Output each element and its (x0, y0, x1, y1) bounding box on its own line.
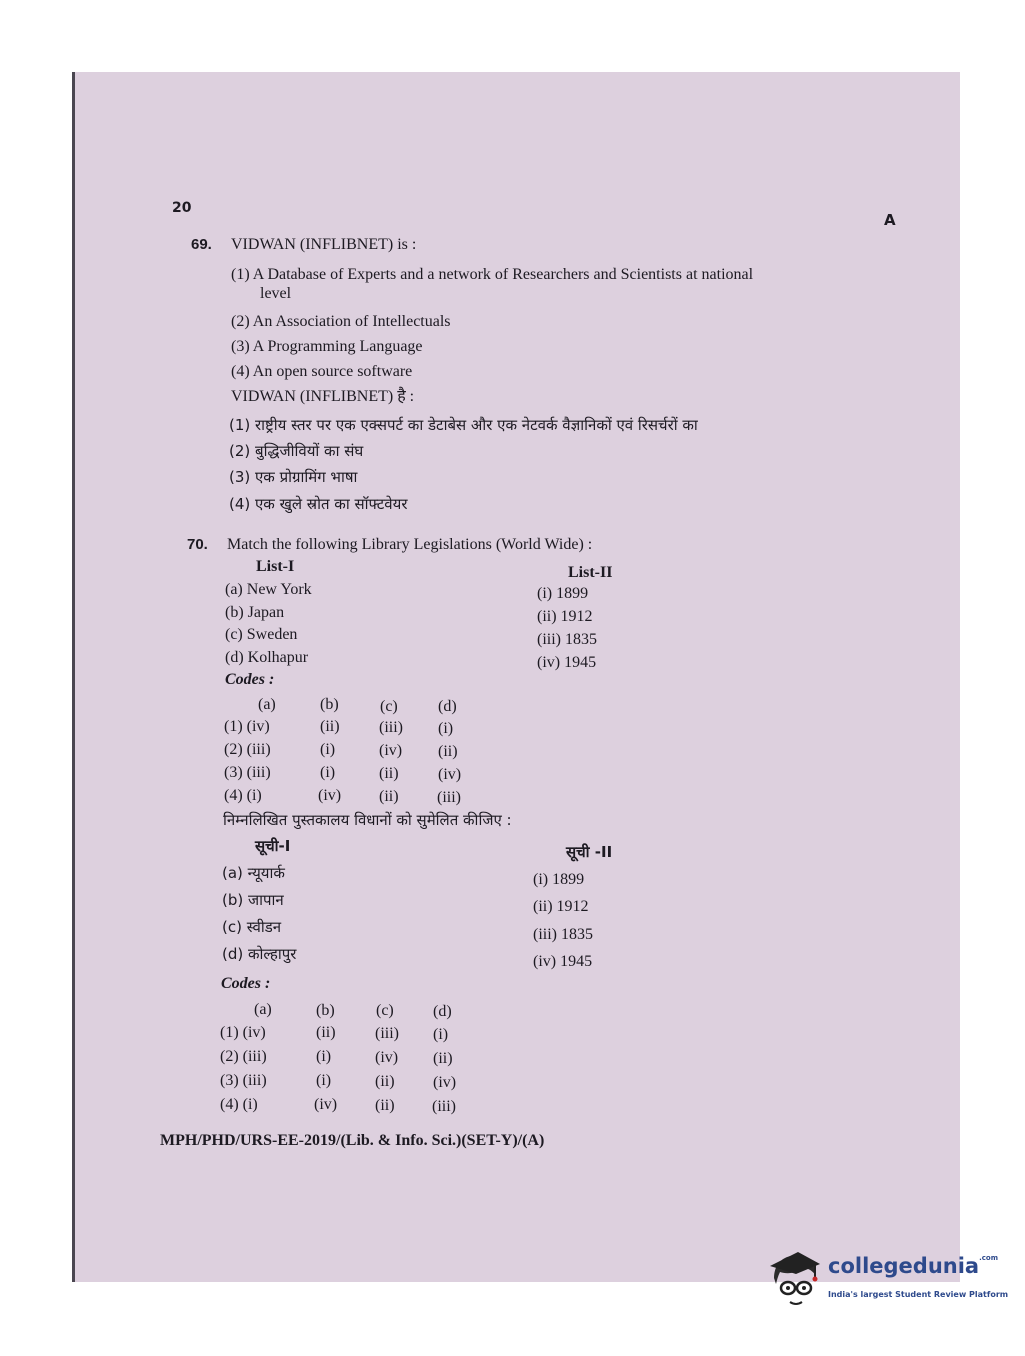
codes-header: (b) (320, 696, 339, 713)
list1-item: (c) Sweden (225, 626, 298, 643)
codes-row: (ii) (379, 788, 399, 805)
codes-header: (a) (254, 1001, 272, 1018)
codes-row: (i) (320, 764, 336, 781)
codes-row: (iv) (379, 742, 403, 759)
list1-item: (b) Japan (225, 604, 285, 621)
codes-row: (ii) (433, 1050, 453, 1067)
q70-number: 70. (187, 536, 208, 553)
codes-label-hi: Codes : (221, 975, 271, 992)
codes-row: (4) (i) (220, 1096, 258, 1113)
set-letter: A (884, 211, 896, 229)
codes-row: (iv) (375, 1049, 399, 1066)
q69-option-hi: (2) बुद्धिजीवियों का संघ (229, 442, 364, 460)
paper-code-footer: MPH/PHD/URS-EE-2019/(Lib. & Info. Sci.)(SET-Y)/(A) (160, 1132, 545, 1149)
q69-number: 69. (191, 236, 212, 253)
codes-row: (2) (iii) (220, 1048, 267, 1065)
q69-option: (1) A Database of Experts and a network of Researchers and Scientists at national (231, 266, 754, 283)
codes-row: (iii) (379, 719, 403, 736)
q69-option-hi: (1) राष्ट्रीय स्तर पर एक एक्सपर्ट का डेटाबेस और एक नेटवर्क वैज्ञानिकों एवं रिसर्चरों का (229, 416, 698, 434)
codes-header: (d) (433, 1003, 452, 1020)
q69-option: (2) An Association of Intellectuals (231, 313, 451, 330)
q69-option: (4) An open source software (231, 363, 413, 380)
codes-row: (ii) (375, 1097, 395, 1114)
list2-item: (i) 1899 (537, 585, 589, 602)
codes-row: (ii) (375, 1073, 395, 1090)
q69-option: level (260, 285, 292, 302)
scanned-page (72, 72, 960, 1282)
list1-title: List-I (256, 558, 295, 575)
list1-item: (d) Kolhapur (225, 649, 309, 666)
codes-row: (i) (433, 1026, 449, 1043)
codes-row: (ii) (379, 765, 399, 782)
list2-item-hi: (i) 1899 (533, 871, 585, 888)
q69-question-hi: VIDWAN (INFLIBNET) है : (231, 388, 415, 405)
q70-question-hi: निम्नलिखित पुस्तकालय विधानों को सुमेलित कीजिए : (223, 811, 512, 829)
list1-item-hi: (c) स्वीडन (222, 918, 282, 936)
logo-tagline: India's largest Student Review Platform (828, 1290, 1009, 1299)
codes-row: (iii) (432, 1098, 456, 1115)
codes-row: (i) (320, 741, 336, 758)
collegedunia-logo[interactable] (768, 1248, 1009, 1318)
codes-row: (iii) (437, 789, 461, 806)
codes-row: (ii) (438, 743, 458, 760)
list2-item-hi: (iii) 1835 (533, 926, 593, 943)
codes-row: (i) (316, 1072, 332, 1089)
list1-item-hi: (a) न्यूयार्क (222, 864, 285, 882)
list2-item: (ii) 1912 (537, 608, 593, 625)
list2-title-hi: सूची -II (566, 843, 613, 861)
codes-row: (ii) (316, 1024, 336, 1041)
codes-row: (3) (iii) (220, 1072, 267, 1089)
codes-row: (1) (iv) (220, 1024, 266, 1041)
codes-label: Codes : (225, 671, 275, 688)
list2-item: (iv) 1945 (537, 654, 597, 671)
list2-title: List-II (568, 564, 613, 581)
codes-row: (iv) (314, 1096, 338, 1113)
list2-item-hi: (ii) 1912 (533, 898, 589, 915)
scan-border (72, 72, 75, 1282)
codes-row: (ii) (320, 718, 340, 735)
codes-row: (2) (iii) (224, 741, 271, 758)
list2-item: (iii) 1835 (537, 631, 597, 648)
codes-row: (4) (i) (224, 787, 262, 804)
codes-row: (iv) (438, 766, 462, 783)
q70-question-en: Match the following Library Legislations (World Wide) : (227, 536, 593, 553)
codes-row: (iii) (375, 1025, 399, 1042)
codes-header: (c) (376, 1002, 394, 1019)
codes-row: (3) (iii) (224, 764, 271, 781)
codes-row: (i) (438, 720, 454, 737)
codes-header: (d) (438, 698, 457, 715)
codes-row: (1) (iv) (224, 718, 270, 735)
codes-row: (iv) (433, 1074, 457, 1091)
codes-header: (a) (258, 696, 276, 713)
q69-question-en: VIDWAN (INFLIBNET) is : (231, 236, 417, 253)
codes-row: (i) (316, 1048, 332, 1065)
list1-item-hi: (b) जापान (222, 891, 284, 909)
q69-option: (3) A Programming Language (231, 338, 423, 355)
list1-title-hi: सूची-I (255, 837, 291, 855)
q69-option-hi: (3) एक प्रोग्रामिंग भाषा (229, 468, 358, 486)
list2-item-hi: (iv) 1945 (533, 953, 593, 970)
page-number: 20 (172, 200, 192, 216)
logo-wordmark: collegedunia$^{.com}$ (828, 1254, 999, 1278)
mascot-icon (768, 1248, 824, 1312)
codes-header: (c) (380, 698, 398, 715)
codes-header: (b) (316, 1002, 335, 1019)
list1-item: (a) New York (225, 581, 312, 598)
q69-option-hi: (4) एक खुले स्रोत का सॉफ्टवेयर (229, 495, 408, 513)
codes-row: (iv) (318, 787, 342, 804)
list1-item-hi: (d) कोल्हापुर (222, 945, 297, 963)
